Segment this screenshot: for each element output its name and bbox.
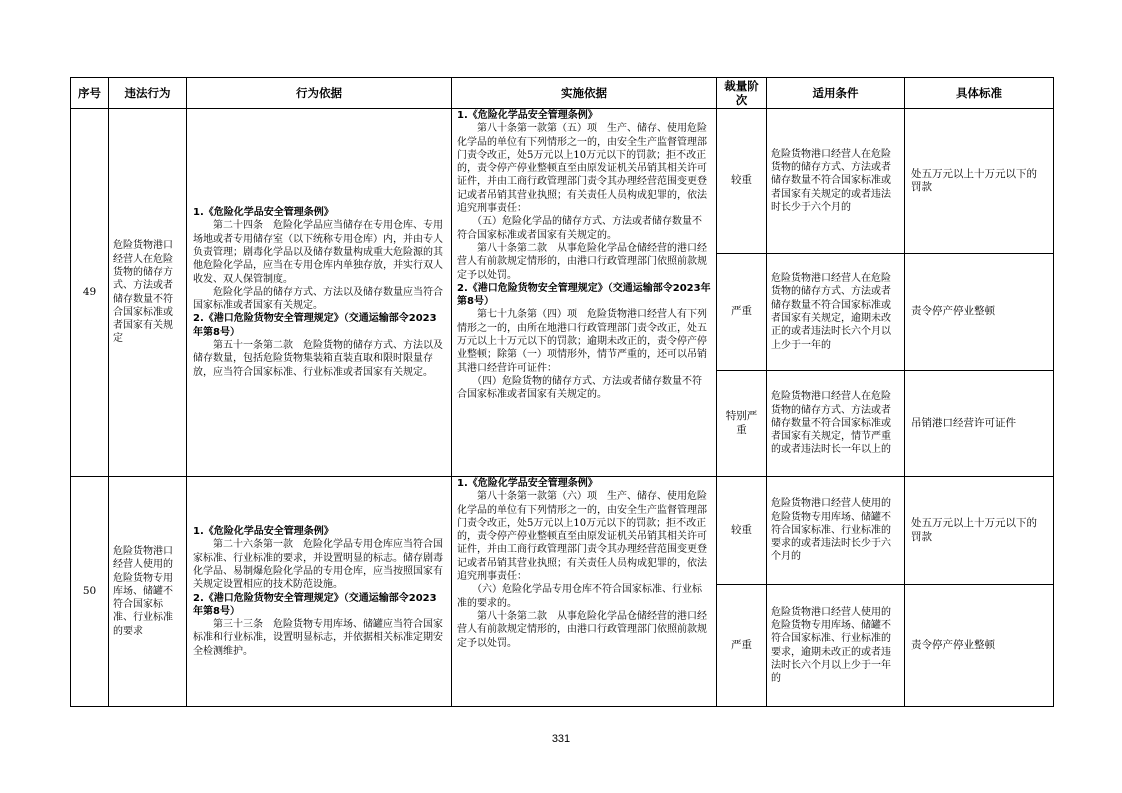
tier-condition: 危险货物港口经营人使用的危险货物专用库场、储罐不符合国家标准、行业标准的要求，逾期未改正的或者违法时长六个月以上少于一年的 (767, 585, 905, 707)
tier-level: 严重 (717, 254, 767, 371)
row-number: 49 (71, 109, 109, 477)
impl-text: 第七十九条第（四）项 危险货物港口经营人有下列情形之一的，由所在地港口行政管理部门责令改正，处五万元以上十万元以下的罚款；逾期未改正的，责令停产停业整顿；除第（一）项情形外，情节严重的，还可以吊销其港口经营许可证件： （四）危险货物的储存方式、方法或者储存数量不符合国家标准或者国家有关规定的。 (457, 309, 707, 401)
basis-text: 第五十一条第二款 危险货物的储存方式、方法以及储存数量，包括危险货物集装箱直装直取和限时限量存放，应当符合国家标准、行业标准或者国家有关规定。 (193, 340, 443, 378)
impl-heading: 1.《危险化学品安全管理条例》 (457, 478, 598, 489)
impl-text: 第八十条第一款第（六）项 生产、储存、使用危险化学品的单位有下列情形之一的，由安全生产监督管理部门责令改正，处5万元以上10万元以下的罚款；拒不改正的，责令停产停业整顿直至由原发证机关吊销其相关许可证件，并由工商行政管理部门责令其办理经营范围变更登记或者吊销其营业执照；有关责任人员构成犯罪的，依法追究刑事责任： （六）危险化学品专用仓库不符合国家标准、行业标准的要求的。 第八十条第二款 从事危险化学品仓储经营的港口经营人有前款规定情形的，由港口行政管理部门依照前款规定予以处罚。 (457, 491, 707, 649)
implementation-cell (452, 477, 717, 707)
header-impl: 实施依据 (452, 78, 717, 109)
header-row (71, 78, 1054, 109)
tier-level: 较重 (717, 109, 767, 254)
header-cond: 适用条件 (767, 78, 905, 109)
table-row (71, 477, 1054, 585)
tier-standard: 责令停产停业整顿 (905, 254, 1054, 371)
basis-heading: 1.《危险化学品安全管理条例》 (193, 207, 334, 219)
header-basis: 行为依据 (187, 78, 452, 109)
violation-cell: 危险货物港口经营人使用的危险货物专用库场、储罐不符合国家标准、行业标准的要求 (109, 477, 187, 707)
tier-level: 严重 (717, 585, 767, 707)
basis-text: 第二十六条第一款 危险化学品专用仓库应当符合国家标准、行业标准的要求，并设置明显的标志。储存剧毒化学品、易制爆危险化学品的专用仓库，应当按照国家有关规定设置相应的技术防范设施。 (193, 539, 443, 591)
violation-cell: 危险货物港口经营人在危险货物的储存方式、方法或者储存数量不符合国家标准或者国家有关规定 (109, 109, 187, 477)
tier-condition: 危险货物港口经营人在危险货物的储存方式、方法或者储存数量不符合国家标准或者国家有关规定的或者违法时长少于六个月的 (767, 109, 905, 254)
header-act: 违法行为 (109, 78, 187, 109)
header-num: 序号 (71, 78, 109, 109)
basis-cell (187, 109, 452, 477)
tier-level: 较重 (717, 477, 767, 585)
basis-heading: 1.《危险化学品安全管理条例》 (193, 526, 334, 538)
basis-text: 第二十四条 危险化学品应当储存在专用仓库、专用场地或者专用储存室（以下统称专用仓库）内，并由专人负责管理；剧毒化学品以及储存数量构成重大危险源的其他危险化学品，应当在专用仓库内单独存放，并实行双人收发、双人保管制度。 危险化学品的储存方式、方法以及储存数量应当符合国家标准或者国家有关规定。 (193, 220, 443, 312)
tier-standard: 吊销港口经营许可证件 (905, 371, 1054, 477)
impl-heading: 2.《港口危险货物安全管理规定》（交通运输部令2023年第8号） (457, 282, 711, 308)
basis-text: 第三十三条 危险货物专用库场、储罐应当符合国家标准和行业标准，设置明显标志，并依据相关标准定期安全检测维护。 (193, 619, 443, 657)
implementation-cell (452, 109, 717, 477)
page-number: 331 (551, 733, 571, 745)
penalty-table (70, 77, 1054, 707)
header-level: 裁量阶次 (717, 78, 767, 109)
tier-condition: 危险货物港口经营人在危险货物的储存方式、方法或者储存数量不符合国家标准或者国家有关规定，逾期未改正的或者违法时长六个月以上少于一年的 (767, 254, 905, 371)
header-std: 具体标准 (905, 78, 1054, 109)
tier-condition: 危险货物港口经营人在危险货物的储存方式、方法或者储存数量不符合国家标准或者国家有关规定，情节严重的或者违法时长一年以上的 (767, 371, 905, 477)
impl-heading: 1.《危险化学品安全管理条例》 (457, 110, 598, 121)
basis-heading: 2.《港口危险货物安全管理规定》（交通运输部令2023年第8号） (193, 592, 437, 617)
tier-standard: 责令停产停业整顿 (905, 585, 1054, 707)
tier-level: 特别严重 (717, 371, 767, 477)
basis-heading: 2.《港口危险货物安全管理规定》（交通运输部令2023年第8号） (193, 313, 437, 338)
tier-standard: 处五万元以上十万元以下的罚款 (905, 109, 1054, 254)
table-row (71, 109, 1054, 254)
impl-text: 第八十条第一款第（五）项 生产、储存、使用危险化学品的单位有下列情形之一的，由安全生产监督管理部门责令改正，处5万元以上10万元以下的罚款；拒不改正的，责令停产停业整顿直至由原发证机关吊销其相关许可证件，并由工商行政管理部门责令其办理经营范围变更登记或者吊销其营业执照；有关责任人员构成犯罪的，依法追究刑事责任： （五）危险化学品的储存方式、方法或者储存数量不符合国家标准或者国家有关规定的。 第八十条第二款 从事危险化学品仓储经营的港口经营人有前款规定情形的，由港口行政管理部门依照前款规定予以处罚。 (457, 123, 707, 281)
row-number: 50 (71, 477, 109, 707)
tier-standard: 处五万元以上十万元以下的罚款 (905, 477, 1054, 585)
tier-condition: 危险货物港口经营人使用的危险货物专用库场、储罐不符合国家标准、行业标准的要求的或者违法时长少于六个月的 (767, 477, 905, 585)
basis-cell (187, 477, 452, 707)
